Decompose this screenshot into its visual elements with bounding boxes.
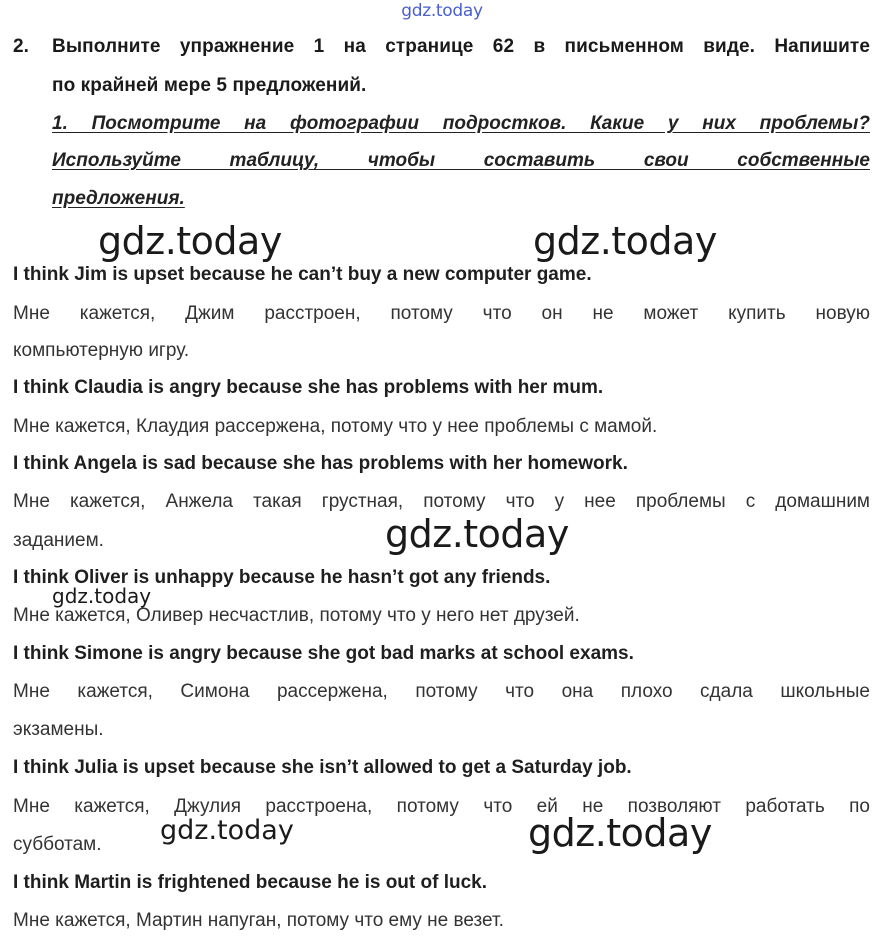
watermark-big: gdz.today: [98, 219, 282, 263]
subtask-line-3: предложения.: [52, 188, 185, 209]
answer-russian: заданием.: [13, 530, 104, 551]
subtask-line-1: 1. Посмотрите на фотографии подростков. Какие у них проблемы?: [52, 113, 870, 134]
answer-english: I think Claudia is angry because she has problems with her mum.: [13, 377, 604, 398]
watermark-big: gdz.today: [533, 219, 717, 263]
answer-russian: Мне кажется, Анжела такая грустная, потому что у нее проблемы с домашним: [13, 491, 870, 512]
answer-russian: Мне кажется, Джулия расстроена, потому что ей не позволяют работать по: [13, 796, 870, 817]
watermark-big: gdz.today: [385, 512, 569, 556]
task-line-2: по крайней мере 5 предложений.: [52, 75, 367, 96]
answer-russian: субботам.: [13, 834, 102, 855]
answer-english: I think Angela is sad because she has problems with her homework.: [13, 453, 628, 474]
answer-russian: Мне кажется, Мартин напуган, потому что ему не везет.: [13, 910, 504, 931]
subtask-line-2: Используйте таблицу, чтобы составить свои собственные: [52, 150, 870, 171]
answer-english: I think Martin is frightened because he is out of luck.: [13, 872, 488, 893]
answer-russian: Мне кажется, Симона рассержена, потому что она плохо сдала школьные: [13, 681, 870, 702]
answer-russian: Мне кажется, Клаудия рассержена, потому что у нее проблемы с мамой.: [13, 416, 658, 437]
answer-english: I think Oliver is unhappy because he hasn’t got any friends.: [13, 567, 551, 588]
task-line-1: Выполните упражнение 1 на странице 62 в письменном виде. Напишите: [52, 36, 870, 57]
answer-russian: экзамены.: [13, 719, 104, 740]
answer-english: I think Julia is upset because she isn’t allowed to get a Saturday job.: [13, 757, 632, 778]
watermark-small: gdz.today: [160, 815, 294, 846]
watermark-big: gdz.today: [528, 811, 712, 855]
task-number: 2.: [13, 36, 29, 57]
answer-english: I think Simone is angry because she got bad marks at school exams.: [13, 643, 634, 664]
answer-russian: Мне кажется, Оливер несчастлив, потому что у него нет друзей.: [13, 605, 580, 626]
top-watermark: gdz.today: [401, 1, 483, 21]
answer-russian: компьютерную игру.: [13, 340, 190, 361]
answer-english: I think Jim is upset because he can’t buy a new computer game.: [13, 264, 592, 285]
answer-russian: Мне кажется, Джим расстроен, потому что он не может купить новую: [13, 303, 870, 324]
watermark-small: gdz.today: [52, 584, 152, 608]
